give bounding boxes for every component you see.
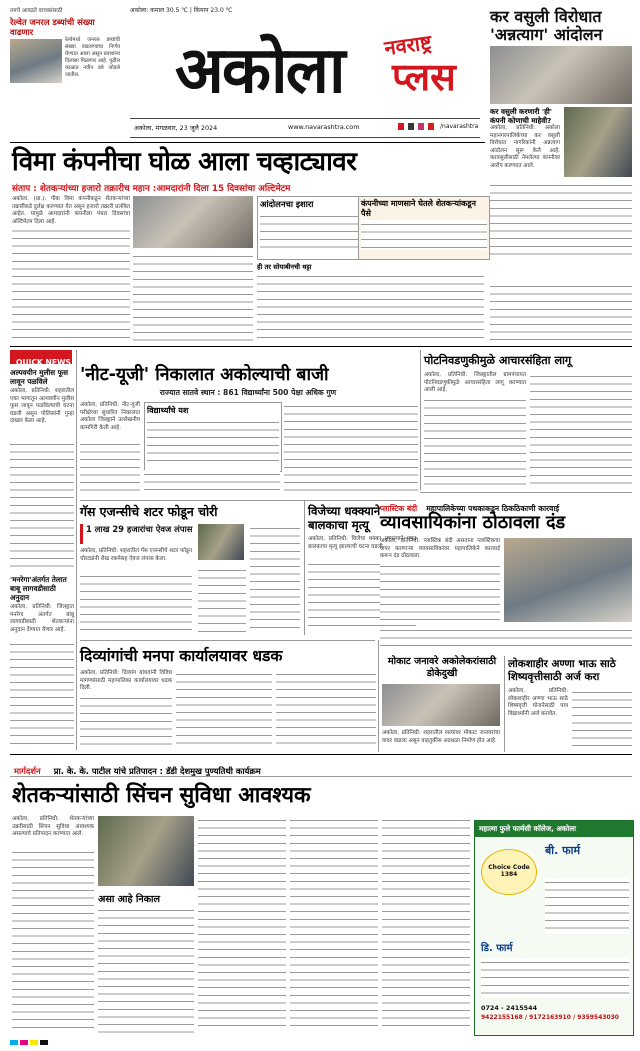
disabled-headline: दिव्यांगांची मनपा कार्यालयावर धडक [80, 647, 283, 665]
cattle-body: अकोला, प्रतिनिधी: शहरातील रस्त्यांवर मोकाट जनावरांचा वावर वाढला असून वाहतुकीस अडथळा निर्माण होत आहे. [382, 730, 500, 744]
ad-course-1: बी. फार्म [545, 844, 581, 857]
gas-body: अकोला, प्रतिनिधी: शहरातील गॅस एजन्सीचे शटर फोडून चोरट्यांनी रोख रकमेसह ऐवज लंपास केला. [80, 548, 192, 562]
masthead-title: अकोला [175, 34, 344, 108]
farmers-photo [133, 196, 253, 248]
right-teaser-body: अकोला, प्रतिनिधी: अकोला महानगरपालिकेच्या कर वसुली विरोधात नागरिकांनी अन्नत्याग आंदोलन सुरू केले आहे. करवसुलीसाठी नेमलेल्या कंपनीवर आरोप करण्यात आले. [490, 125, 560, 169]
stray-cattle-photo [382, 684, 500, 726]
facebook-icon[interactable] [398, 123, 404, 130]
instagram-icon[interactable] [418, 123, 424, 130]
pharmacy-college-ad[interactable] [474, 820, 634, 1036]
postal-body: अकोला, प्रतिनिधी: जिल्ह्यातील ग्रामपंचायत पोटनिवडणुकीमुळे आचारसंहिता लागू करण्यात आली आहे. [424, 372, 526, 394]
office-photo [564, 107, 632, 177]
plastic-seizure-photo [504, 538, 632, 622]
lead-strap: संताप : शेतकऱ्यांच्या हजारो तक्रारीच महान :आमदारांनी दिला 15 दिवसांचा अल्टिमेटम [12, 184, 291, 194]
lead-sub2: कंपनीच्या माणसाने घेतले शेतकऱ्यांकडून पैसे [361, 199, 476, 218]
right-teaser [490, 8, 632, 278]
cattle-headline: मोकाट जनावरे अकोलेकरांसाठी डोकेदुखी [387, 656, 497, 679]
scholarship-headline: लोकशाहीर अण्णा भाऊ साठे शिष्यवृत्तीसाठी अर्ज करा [508, 658, 616, 683]
ad-course-2: डि. फार्म [481, 943, 513, 954]
quick-news-label: QUICK NEWS [10, 350, 72, 364]
guidance-strip [14, 759, 614, 776]
brand-bottom: प्लस [392, 55, 456, 99]
train-photo [10, 39, 62, 83]
plastic-kicker: महापालिकेच्या पथकाकडून ठिकठिकाणी कारवाई [426, 504, 560, 513]
lead-body: अकोला, (प्रा.): पीक विमा कंपनीकडून शेतकऱ्यांच्या तक्रारींकडे दुर्लक्ष करण्यात येत असून हजारो तक्रारी प्रलंबित आहेत. यामुळे आमदारांनी कंपनीला पंधरा दिवसांचा अल्टिमेटम दिला आहे. [12, 196, 130, 341]
lead-kicker: ही तर सोयाबीनची थट्टा [257, 263, 312, 271]
left-teaser [10, 17, 120, 137]
neet-sub: राज्यात सातवे स्थान : 861 विद्यार्थ्यांना 500 पेक्षा अधिक गुण [159, 388, 337, 397]
gas-callout: 1 लाख 29 हजारांचा ऐवज लंपास [80, 524, 198, 544]
ad-phone: 0724 - 2415544 [481, 1004, 538, 1012]
plastic-tag: प्लास्टिक बंदी [380, 504, 418, 513]
lead-headline: विमा कंपनीचा घोळ आला चव्हाट्यावर [12, 147, 357, 177]
gas-headline: गॅस एजन्सीचे शटर फोडून चोरी [80, 504, 218, 519]
print-registration-marks [10, 1040, 632, 1045]
right-teaser-sub: कर वसुली करणारी 'ही' कंपनी कोणाची माहेवी? [490, 107, 552, 125]
irrigation-body: अकोला, प्रतिनिधी: शेतकऱ्यांच्या उन्नतीसाठी सिंचन सुविधा आवश्यक असल्याचे प्रतिपादन करण्यात आले. [12, 816, 94, 838]
scholarship-body: अकोला, प्रतिनिधी: लोकशाहीर अण्णा भाऊ साठे शिष्यवृत्ती योजनेसाठी पात्र विद्यार्थ्यांनी अर्ज करावेत. [508, 688, 568, 717]
masthead-tagline: तमचे आवडते वाचकांसाठी [10, 8, 63, 14]
neet-headline: 'नीट-यूजी' निकालात अकोल्याची बाजी [80, 365, 329, 385]
postal-headline: पोटनिवडणुकीमुळे आचारसंहिता लागू [424, 354, 572, 367]
left-teaser-body: रेल्वेमध्ये जनरल डब्यांची संख्या वाढवण्याचा निर्णय घेण्यात आला असून प्रवाशांना दिलासा मिळणार आहे. पुढील काळात नवीन डबे जोडले जातील. [65, 37, 120, 78]
result-box-title: असा आहे निकाल [98, 894, 161, 905]
lead-sub1: आंदोलनचा इशारा [260, 199, 314, 209]
protest-photo [490, 46, 632, 104]
lead-sidebar-2 [358, 196, 490, 260]
quick-news-item-1: अल्पवयीन मुलीस फूस लावून पळविले अकोला, प्रतिनिधी: शहरातील एका भागातून अल्पवयीन मुलीस फूस लावून पळविल्याची घटना घडली असून पोलिसांनी गुन्हा दाखल केला आहे. [10, 368, 74, 425]
youtube-icon[interactable] [428, 123, 434, 130]
left-teaser-title: रेल्वेत जनरल डब्यांची संख्या वाढणार [10, 17, 95, 37]
guidance-text: प्रा. के. के. पाटील यांचे प्रतिपादन : डॅडी देशमुख पुण्यतिथी कार्यक्रम [53, 766, 261, 776]
disabled-body: अकोला, प्रतिनिधी: दिव्यांग बांधवांनी विविध मागण्यांसाठी महापालिका कार्यालयावर धडक दिली. [80, 670, 172, 692]
plastic-body: अकोला, प्रतिनिधी: प्लास्टिक बंदी असताना प्लास्टिकचा वापर करणाऱ्या व्यावसायिकांवर महापालिकेने कारवाई करून दंड ठोठावला. [380, 538, 500, 560]
right-teaser-title: कर वसुली विरोधात 'अन्नत्याग' आंदोलन [490, 7, 603, 44]
speaker-photo [98, 816, 194, 886]
weather-readout: अकोला: कमाल 30.5 ℃ | किमान 23.0 ℃ [130, 7, 233, 14]
quick-news-item-2: 'मनरेगा'अंतर्गत तेलात बाबू लागवडीसाठी अनुदान अकोला, प्रतिनिधी: जिल्ह्यात मनरेगा अंतर्गत बांबू लागवडीसाठी शेतकऱ्यांना अनुदान देण्यात येणार आहे. [10, 575, 74, 633]
lead-sidebar-1 [257, 196, 361, 260]
website-link[interactable]: www.navarashtra.com [288, 123, 360, 131]
brand-top: नवराष्ट्र [382, 29, 433, 61]
electric-headline: विजेच्या धक्क्याने बालकाचा मृत्यू [308, 504, 381, 532]
dateline: अकोला, मंगळवार, 23 जुलै 2024 [134, 124, 218, 132]
neet-results-box: विद्यार्थ्यांचे यश [144, 402, 282, 472]
ad-mobile: 9422155168 / 9172163910 / 9359543030 [481, 1014, 619, 1021]
dateline-bar [130, 118, 480, 138]
neet-body: अकोला, प्रतिनिधी: नीट-यूजी परीक्षेच्या सुधारित निकालात अकोला जिल्ह्याने उल्लेखनीय कामगिरी केली आहे. [80, 402, 140, 431]
twitter-icon[interactable] [408, 123, 414, 130]
guidance-label: मार्गदर्शन [14, 766, 41, 776]
ad-choice-badge: Choice Code 1384 [481, 849, 537, 895]
gas-agency-photo [198, 524, 244, 560]
social-handle: /navarashtra [440, 123, 479, 130]
plastic-headline: व्यावसायिकांना ठोठावला दंड [380, 512, 566, 533]
electric-body: अकोला, प्रतिनिधी: विजेचा धक्का लागल्याने एका बालकाचा मृत्यू झाल्याची घटना घडली. [308, 536, 416, 550]
irrigation-headline: शेतकऱ्यांसाठी सिंचन सुविधा आवश्यक [12, 783, 311, 808]
plastic-tag-bar [380, 496, 632, 513]
ad-college-name: महात्मा फुले फार्मसी कॉलेज, अकोला [475, 821, 633, 837]
